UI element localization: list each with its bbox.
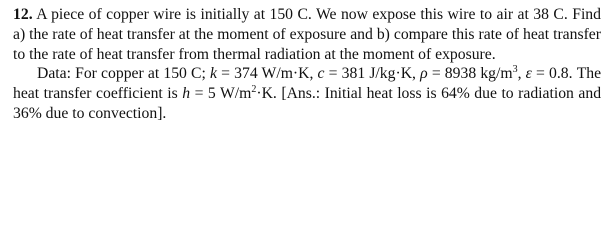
problem-line-3: this rate of heat transfer to the rate of heat transfer from thermal radiation at the <box>13 25 601 63</box>
rho-exponent: 3 <box>512 64 518 76</box>
epsilon-value: = 0.8. <box>536 65 573 83</box>
answer-start: [Ans.: Initial heat loss is <box>281 85 437 103</box>
h-symbol: h <box>182 85 191 103</box>
data-paragraph <box>13 64 601 123</box>
h-unit-end: ·K. <box>256 85 277 103</box>
problem-line-1: A piece of copper wire is initially at 150 C. We now expose this wire to air at <box>36 6 529 23</box>
rho-value: = 8938 kg/m <box>431 65 513 83</box>
problem-number: 12. <box>13 6 33 23</box>
rho-separator: , <box>517 65 522 83</box>
problem-line-4: moment of exposure. <box>362 45 496 63</box>
h-exponent: 2 <box>251 83 257 95</box>
problem-line-2: 38 C. Find a) the rate of heat transfer at the moment of exposure and b) compare <box>13 6 601 43</box>
c-symbol: c <box>317 65 325 83</box>
c-value: = 381 J/kg·K, <box>328 65 416 83</box>
h-text: The heat transfer coefficient is <box>13 65 602 103</box>
epsilon-symbol: ε <box>525 65 532 83</box>
h-value: = 5 W/m <box>194 85 252 103</box>
rho-symbol: ρ <box>420 65 428 83</box>
problem-statement <box>13 5 601 64</box>
answer-end: 64% due to radiation and 36% due to convection]. <box>13 85 602 122</box>
data-prefix: Data: For copper at 150 C; <box>37 65 206 83</box>
k-value: = 374 W/m·K, <box>221 65 314 83</box>
k-symbol: k <box>210 65 217 83</box>
